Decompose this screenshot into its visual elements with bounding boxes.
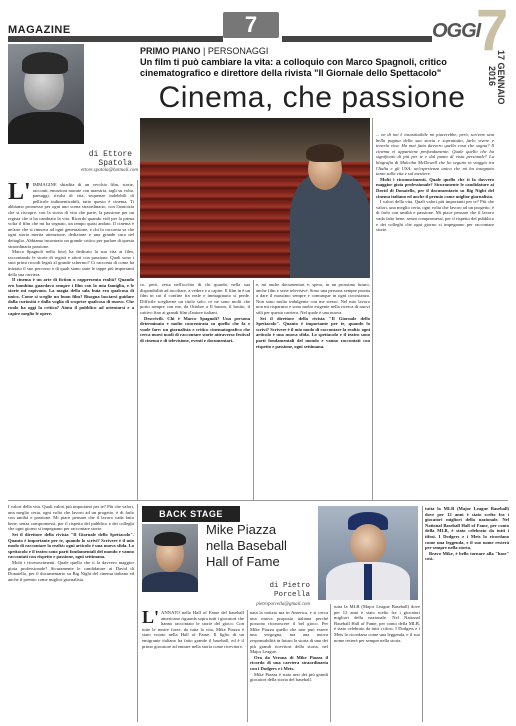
bottom-rule-left: [137, 504, 138, 722]
colr-paragraph-b: Molti i riconoscimenti. Quale quello che ti fa davvero maggior gioia professionale? Sicuramente le candidature ai David di Donatello, per il documentario su Big Night del cinema italiano ed anche il premio come miglior giornalista.: [376, 176, 494, 199]
column-rule-1: [137, 180, 138, 500]
brand-digit: 7: [476, 0, 509, 63]
backstage-photo: [318, 506, 418, 600]
backstage-portrait: [142, 524, 198, 592]
bs-photo-face: [350, 524, 386, 564]
col2-paragraph-a: co, però, resta nell'occhio di chi guarda, nella sua disponibilità ad ascoltare, a vedere e a capire. Il film in è un film in cui il confine fra reale e immaginario si perde. Difficile sceglierne un titolo solo: ce ne sono molti che porto sempre con me, da Ottobre a Il buono, il brutto, il cattivo fino ai grandi film d'autore italiani.: [140, 282, 250, 315]
colr-paragraph-a: ... ne di noi è insostituibile mi piacerebbe, però, scrivere una bella pagina della sua storia e soprattutto, farlo vivere e tenerla viva. Ha mai fatto davvero quella cosa che sogna? Il cinema vi appartiene profondamente. Quale quello che ha significato di più per te e dal punto di vista personale? La biografia di Malcolm McDowell che ho seguito in viaggio tra l'Italia e gli USA: un'esperienza unica che mi ha insegnato tanto sulla vita e sul mestiere.: [376, 132, 494, 177]
header-rule-right: [282, 36, 432, 42]
colr-paragraph-c: I valori della vita. Quali valori più importanti per te? Più che valori, una meglio certa, ogni volta che lavoro ad un progetto, è di farlo con umiltà e passione. Mi piace pensare che il lavoro vada fatto bene, senza compromessi, per il rispetto del pubblico e dei colleghi che ogni giorno si impegnano per raccontare storie.: [376, 199, 494, 233]
bs-dropcap: L': [142, 610, 160, 627]
col2-paragraph-b: Descrivili. Chi è Marco Spagnoli? Una persona determinata e molto concentrata su quello che fa e vuole fare: un giornalista e critico cinematografico che cerca nuovi modi di raccontare storie attraverso festival di cinema e di televisione, eventi e documentari.: [140, 315, 250, 343]
bs-column-4: [425, 506, 509, 722]
column-2: [140, 282, 250, 498]
bs-col4-paragraph-b: Bravo Mike, è bello tornare alla "base" così.: [425, 550, 509, 562]
bs-byline-name: Porcella: [273, 591, 310, 599]
author-portrait: [8, 44, 84, 144]
dropcap: L': [8, 182, 31, 205]
bs-portrait-hair: [154, 532, 186, 546]
author-byline: [68, 150, 132, 168]
col1-paragraph-b: Marco Spagnoli nella foto) ha dedicato la sua vita ai film, raccontando le storie di registi e attori con passione. Quali sono i suoi primi ricordi legati al grande schermo? Ci racconta di come ha iniziato il suo percorso e di quali siano state le tappe più importanti della sua carriera.: [8, 249, 134, 277]
bs-col2-paragraph-c: Mike Piazza è stato uno dei più grandi giocatori della storia del baseball.: [250, 671, 328, 683]
bs-col3-paragraph: tutta la MLB (Major League Baseball) dove per 12 anni è stato scelto fra i giocatori migliori della nazionale. Nel National Baseball Hall of Fame, per conto della MLB, è stato celebrato da tutti i tifosi. I Dodgers e i Mets lo ricordano come una leggenda, e il suo nome resterà per sempre nella storia.: [334, 604, 420, 643]
bs-title-line1: Mike Piazza: [206, 522, 277, 537]
bs-col2-paragraph-b: Ora da Verona di Mike Piazza il ricordo di una carriera straordinaria con i Dodgers e i Mets.: [250, 654, 328, 671]
col1b-paragraph-c: Molti i riconoscimenti. Quale quello che ti fa davvero maggior gioia professionale? Sicuramente le candidature ai David di Donatello, per il documentario su Big Night del cinema italiano ed anche il premio come miglior giornalista.: [8, 559, 134, 582]
col1-paragraph-a: L' IMMAGINE sbiadita di un vecchio film, storie, racconti, emozioni narrate con maestria, tagli su volta, paesaggi, rivalsi di vita, sequenze indelebili di pellicole indimenticabili, tutto questo è cinema. Ti abbiamo promesso per ogni uno scena straordinario, con l'amicizia che si riscopre, con la storia di vita che parte, la passione per un regista che ti ha cambiato la vita. Ricordo quando vidi per la prima volta il film che mi ha segnato, un tempo quasi andato. Il cinema è un'arte che si rinnova ad ogni generazione, e chi lo racconta sa che ogni storia merita attenzione, dedizione e una grande cura nel dettaglio. Abbiamo incontrato un grande critico per parlare di questa straordinaria passione.: [8, 182, 134, 249]
portrait-shoulders: [8, 112, 84, 144]
date-line2: 2016: [487, 66, 497, 87]
bs-title-line2: nella Baseball: [206, 538, 287, 553]
column-right: [376, 132, 494, 498]
brand-logo: [432, 20, 480, 44]
date-vertical: [487, 50, 512, 130]
column-rule-3: [372, 118, 373, 500]
section-label: MAGAZINE: [8, 24, 71, 36]
main-photo: [140, 118, 370, 278]
photo-person-hair: [306, 144, 344, 162]
header-rule: [8, 36, 223, 42]
kicker-bold: PRIMO PIANO: [140, 46, 201, 56]
byline-name: Spatola: [98, 159, 132, 168]
col1b-paragraph-a: I valori della vita. Quali valori più importanti per te? Più che valori, una meglio certa, ogni volta che lavoro ad un progetto, è di farlo con umiltà e passione. Mi piace pensare che il lavoro vada fatto bene, senza compromessi, per il rispetto del pubblico e dei colleghi che ogni giorno si impegnano per raccontare storie.: [8, 504, 134, 532]
bs-portrait-shoulders: [142, 572, 198, 592]
column-rule-2: [253, 280, 254, 500]
backstage-title: [206, 522, 316, 570]
col3-paragraph-b: Sei il direttore della rivista "Il Giornale dello Spettacolo". Quanto è importante per te, quando lo scrivi? Scrivere è il mio modo di raccontare la realtà: ogni articolo è una nuova sfida. Lo spettacolo e il teatro sono parti fondamentali del mondo e vanno raccontati con rispetto e passione, ogni settimana.: [256, 315, 370, 349]
author-email: ettore.spatola@hotmail.com: [81, 168, 138, 173]
column-3: [256, 282, 370, 498]
page-number-box: [223, 12, 279, 38]
backstage-byline: [226, 582, 310, 600]
headline: Cinema, che passione: [158, 81, 466, 114]
column-1-bottom: [8, 504, 134, 722]
bs-column-1: [142, 610, 244, 722]
brand-name: OGGI: [432, 20, 481, 42]
date-line1: 17 GENNAIO: [496, 50, 506, 105]
bs-photo-stripe: [364, 564, 372, 600]
backstage-email: pietroporcella@gmail.com: [256, 602, 310, 607]
bs-byline-prefix: di Pietro: [269, 582, 310, 590]
bs-rule-1: [247, 610, 248, 722]
page-number: 7: [244, 12, 258, 37]
deck: Un film ti può cambiare la vita: a colloquio con Marco Spagnoli, critico cinematografico e direttore della rivista "Il Giornale dello Spettacolo": [140, 57, 447, 78]
section-divider: [8, 500, 508, 501]
byline-prefix: di Ettore: [88, 150, 132, 159]
col1-paragraph-c: Il cinema è un arte di fiction o rappresenta realtà? Quando ero bambino guardavo sempre i film con la mia famiglia, e le storie mi rapivano. La magia della sala buia era qualcosa di unico. Come si sceglie un buon film? Bisogna lasciarsi guidare dalla curiosità e dalla voglia di scoprire qualcosa di nuovo. Che ruolo ha oggi la critica? Aiuta il pubblico ad orientarsi e a capire meglio le opere.: [8, 277, 134, 316]
column-1: [8, 182, 134, 498]
bs-rule-3: [422, 506, 423, 722]
bs-column-3: [334, 604, 420, 722]
portrait-hair: [22, 52, 68, 74]
col3-paragraph-a: e, mi anche documentari e, spero, in un prossimo futuro, anche film e serie televisive. Sono una persona sempre pronta a dare il massimo sempre e comunque in ogni circostanza. Non sono molto indulgente con me stesso. Nel mio lavoro non mi risparmio e sono molto esigente nella ricerca di nuovi stili per questa carriera. Nel quale è una nuova.: [256, 282, 370, 315]
backstage-label: BACK STAGE: [142, 506, 240, 522]
bs-rule-2: [330, 604, 331, 722]
kicker: [140, 46, 268, 56]
bs-col2-paragraph-a: nata la notizia ma in America, e si cerca una nuova proposta italiana perché possono riconoscere il bel gioco. Per Mike Piazza quello che non può essere una vergogna, ma una nuova responsabilità in futuro la storia di uno dei più grandi ricevitori della storia, nel Major League.: [250, 610, 328, 655]
bs-title-line3: Hall of Fame: [206, 554, 280, 569]
bs-column-2: [250, 610, 328, 722]
bs-col1-paragraph: L' ANNATO nella Hall of Fame del baseball americano riguarda sopra tutti i giocatori che hanno raccontato le storie del gioco. Con tutte le nostre forze, da tutta la vita, Mike Piazza è stato votato nella Hall of Fame. Il figlio di un emigrante italiano ha fatto grande il baseball, ed è il primo giocatore ad entrare nella storia come ricevitore.: [142, 610, 244, 649]
col1b-paragraph-b: Sei il direttore della rivista "Il Giornale dello Spettacolo". Quanto è importante per te, quando lo scrivi? Scrivere è il mio modo di raccontare la realtà: ogni articolo è una nuova sfida. Lo spettacolo e il teatro sono parti fondamentali del mondo e vanno raccontati con rispetto e passione, ogni settimana.: [8, 531, 134, 560]
date-text: [496, 50, 505, 105]
kicker-rest: | PERSONAGGI: [200, 46, 269, 56]
bs-col4-paragraph-a: tutta la MLB (Major League Baseball) dove per 12 anni è stato scelto fra i giocatori migliori della nazionale. Nel National Baseball Hall of Fame, per conto della MLB, è stato celebrato da tutti i tifosi. I Dodgers e i Mets lo ricordano come una leggenda, e il suo nome resterà per sempre nella storia.: [425, 506, 509, 551]
